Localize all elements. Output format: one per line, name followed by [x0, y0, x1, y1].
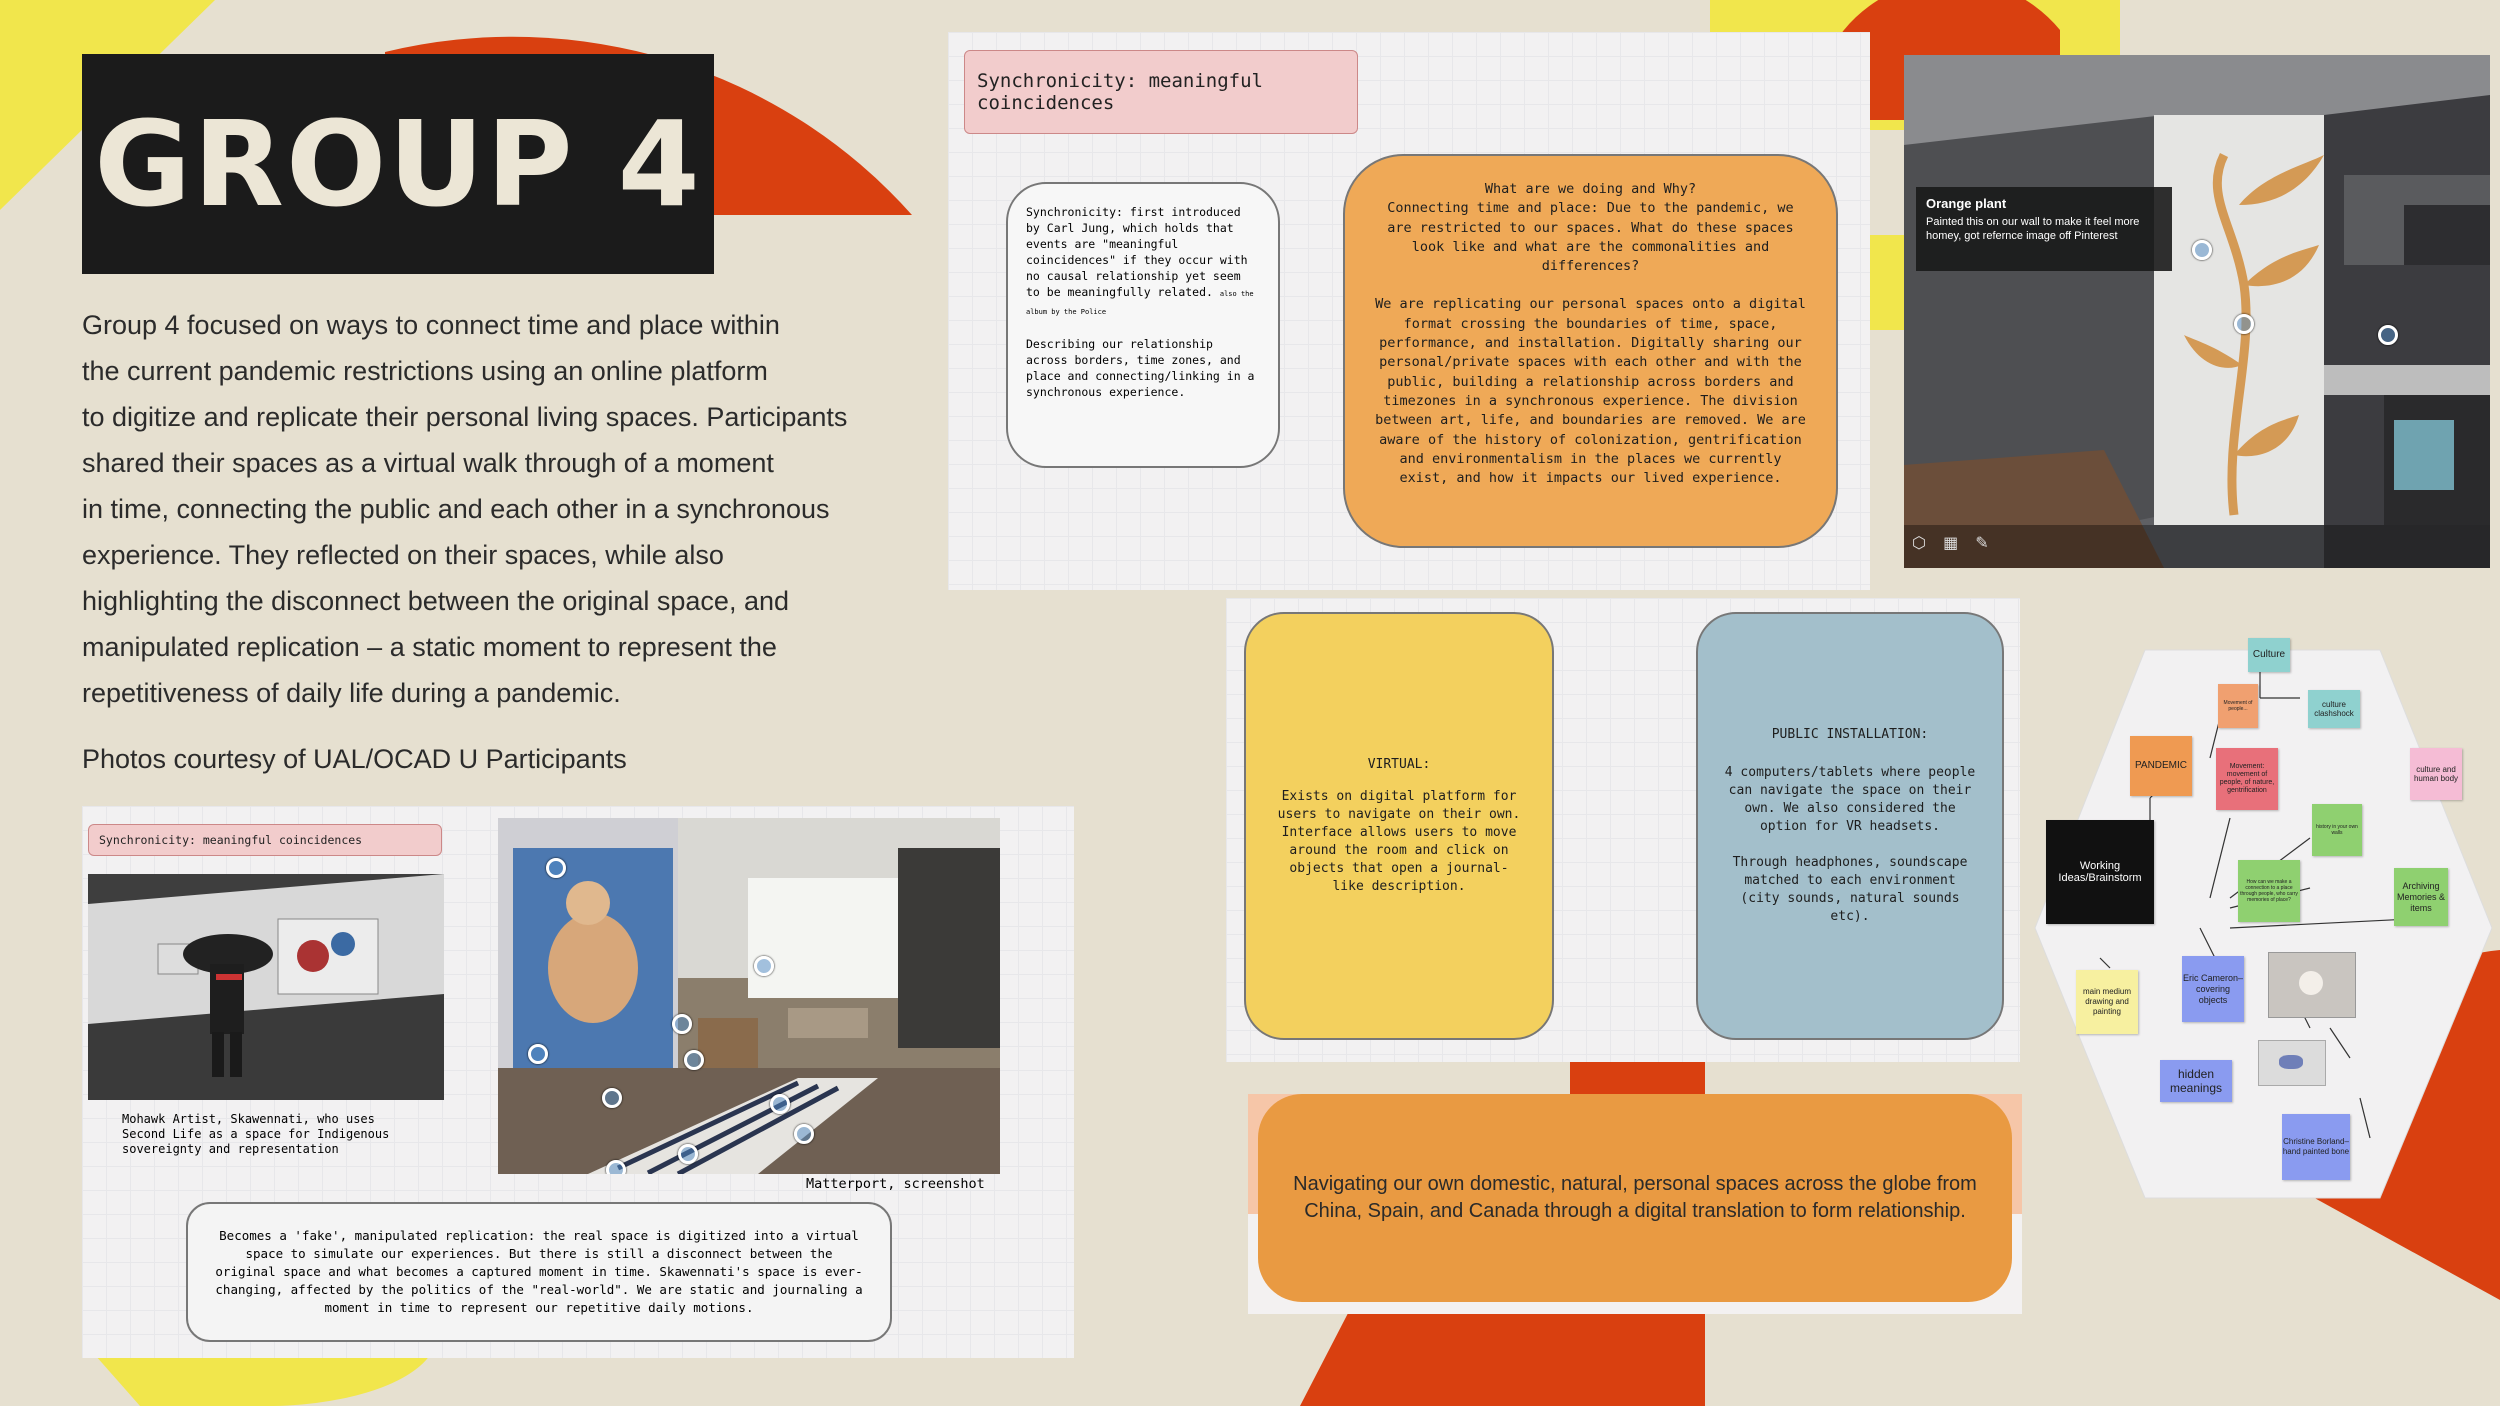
- board-top-heading: Synchronicity: meaningful coincidences: [964, 50, 1358, 134]
- hotspot-icon[interactable]: [606, 1160, 626, 1174]
- mindmap-board: [2030, 638, 2492, 1210]
- public-body-1: 4 computers/tablets where people can navigate the space on their own. We also considered the option for VR headsets.: [1724, 765, 1976, 834]
- title-box: [82, 54, 714, 274]
- intro-paragraph: [82, 302, 902, 716]
- dollhouse-icon[interactable]: ⬡: [1912, 533, 1926, 552]
- hotspot-icon[interactable]: [672, 1014, 692, 1034]
- definition-note: also the album by the Police: [1026, 290, 1254, 316]
- public-title: PUBLIC INSTALLATION:: [1771, 727, 1929, 742]
- mindmap-note: Christine Borland– hand painted bone: [2282, 1114, 2350, 1180]
- viewer-toolbar: [1912, 533, 1989, 552]
- kitchen-photo: [1904, 55, 2490, 568]
- hotspot-icon[interactable]: [2234, 314, 2254, 334]
- hotspot-icon[interactable]: [602, 1088, 622, 1108]
- public-installation-card: [1696, 612, 2004, 1040]
- virtual-card: [1244, 612, 1554, 1040]
- intro-line: highlighting the disconnect between the original space, and: [82, 586, 789, 616]
- matterport-photo: [498, 818, 1000, 1174]
- mindmap-note: PANDEMIC: [2130, 736, 2192, 796]
- mindmap-note: Archiving Memories & items: [2394, 868, 2448, 926]
- hotspot-icon[interactable]: [754, 956, 774, 976]
- tooltip-title: Orange plant: [1926, 196, 2007, 211]
- board-bottom: [82, 806, 1074, 1358]
- hotspot-icon[interactable]: [2378, 325, 2398, 345]
- mindmap-note: Eric Cameron– covering objects: [2182, 956, 2244, 1022]
- intro-line: repetitiveness of daily life during a pandemic.: [82, 678, 621, 708]
- mindmap-note: Culture: [2248, 638, 2290, 672]
- tooltip-orange-plant: [1916, 187, 2172, 271]
- hotspot-icon[interactable]: [794, 1124, 814, 1144]
- kitchen-scene: [1904, 55, 2490, 568]
- fake-replication-text: Becomes a 'fake', manipulated replication: the real space is digitized into a virtual space to simulate our experiences. But there is still a disconnect between the original space and what becomes a captured moment in time. Skawennati's space is ever-changing, affected by the politics of the "real-world". We are static and journaling a moment in time to represent our repetitive daily motions.: [215, 1228, 863, 1315]
- banner-panel: [1248, 1094, 2022, 1314]
- floorplan-icon[interactable]: ▦: [1943, 533, 1959, 552]
- intro-line: shared their spaces as a virtual walk through of a moment: [82, 448, 774, 478]
- page-title: GROUP 4: [94, 95, 702, 233]
- mindmap-note: Movement: movement of people, of nature, gentrification: [2216, 748, 2278, 810]
- tooltip-body: Painted this on our wall to make it feel more homey, got refernce image off Pinterest: [1926, 216, 2140, 242]
- banner-text: Navigating our own domestic, natural, personal spaces across the globe from China, Spain, and Canada through a digital translation to form relationship.: [1293, 1173, 1977, 1222]
- what-why-card: [1343, 154, 1838, 548]
- hotspot-icon[interactable]: [546, 858, 566, 878]
- hotspot-icon[interactable]: [528, 1044, 548, 1064]
- intro-line: experience. They reflected on their spaces, while also: [82, 540, 724, 570]
- definition-card: [1006, 182, 1280, 468]
- mindmap-note: culture and human body: [2410, 748, 2462, 800]
- mindmap-note: hidden meanings: [2160, 1060, 2232, 1102]
- hotspot-icon[interactable]: [770, 1094, 790, 1114]
- hotspot-icon[interactable]: [684, 1050, 704, 1070]
- board-top: [948, 32, 1870, 590]
- mindmap-image: [2258, 1040, 2326, 1086]
- second-life-caption: Mohawk Artist, Skawennati, who uses Second Life as a space for Indigenous sovereignty and representation: [122, 1112, 390, 1156]
- matterport-caption: Matterport, screenshot: [806, 1176, 985, 1192]
- definition-relationship: Describing our relationship across borders, time zones, and place and connecting/linking in a synchronous experience.: [1026, 337, 1255, 399]
- fake-replication-card: [186, 1202, 892, 1342]
- mindmap-note: main medium drawing and painting: [2076, 970, 2138, 1034]
- what-why-p1: Connecting time and place: Due to the pandemic, we are restricted to our spaces. What do these spaces look like and what are the commonalities and differences?: [1387, 200, 1794, 275]
- second-life-scene: [88, 874, 444, 1100]
- virtual-title: VIRTUAL:: [1367, 757, 1431, 772]
- public-body-2: Through headphones, soundscape matched to each environment (city sounds, natural sounds etc).: [1732, 855, 1968, 924]
- hotspot-icon[interactable]: [2192, 240, 2212, 260]
- intro-line: manipulated replication – a static moment to represent the: [82, 632, 777, 662]
- matterport-scene: [498, 818, 1000, 1174]
- virtual-body: Exists on digital platform for users to navigate on their own. Interface allows users to move around the room and click on objects that open a journal-like description.: [1277, 789, 1521, 894]
- mindmap-note: history in your own walls: [2312, 804, 2362, 856]
- intro-line: the current pandemic restrictions using an online platform: [82, 356, 768, 386]
- hotspot-icon[interactable]: [678, 1144, 698, 1164]
- mindmap-note: Movement of people...: [2218, 684, 2258, 728]
- board-mid: [1226, 598, 2020, 1062]
- mindmap-note: culture clashshock: [2308, 690, 2360, 728]
- photo-credit: Photos courtesy of UAL/OCAD U Participants: [82, 744, 627, 774]
- mindmap-note: How can we make a connection to a place through people, who carry memories of place?: [2238, 860, 2300, 922]
- what-why-title: What are we doing and Why?: [1484, 181, 1697, 197]
- second-life-photo: [88, 874, 444, 1100]
- intro-line: Group 4 focused on ways to connect time and place within: [82, 310, 780, 340]
- mindmap-center: Working Ideas/Brainstorm: [2046, 820, 2154, 924]
- intro-line: in time, connecting the public and each other in a synchronous: [82, 494, 830, 524]
- intro-line: to digitize and replicate their personal living spaces. Participants: [82, 402, 848, 432]
- orange-banner: [1258, 1094, 2012, 1302]
- board-bottom-heading: Synchronicity: meaningful coincidences: [88, 824, 442, 856]
- definition-text: Synchronicity: first introduced by Carl Jung, which holds that events are "meaningful coincidences" if they occur with no causal relationship yet seem to be meaningfully related.: [1026, 205, 1248, 299]
- mindmap-image: [2268, 952, 2356, 1018]
- measure-icon[interactable]: ✎: [1975, 533, 1989, 552]
- what-why-p2: We are replicating our personal spaces onto a digital format crossing the boundaries of time, space, performance, and installation. Digitally sharing our personal/private spaces with each other and with the public, building a relationship across borders and timezones in a synchronous experience. The division between art, life, and boundaries are removed. We are aware of the history of colonization, gentrification and environmentalism in the places we currently exist, and how it impacts our lived experience.: [1375, 296, 1806, 487]
